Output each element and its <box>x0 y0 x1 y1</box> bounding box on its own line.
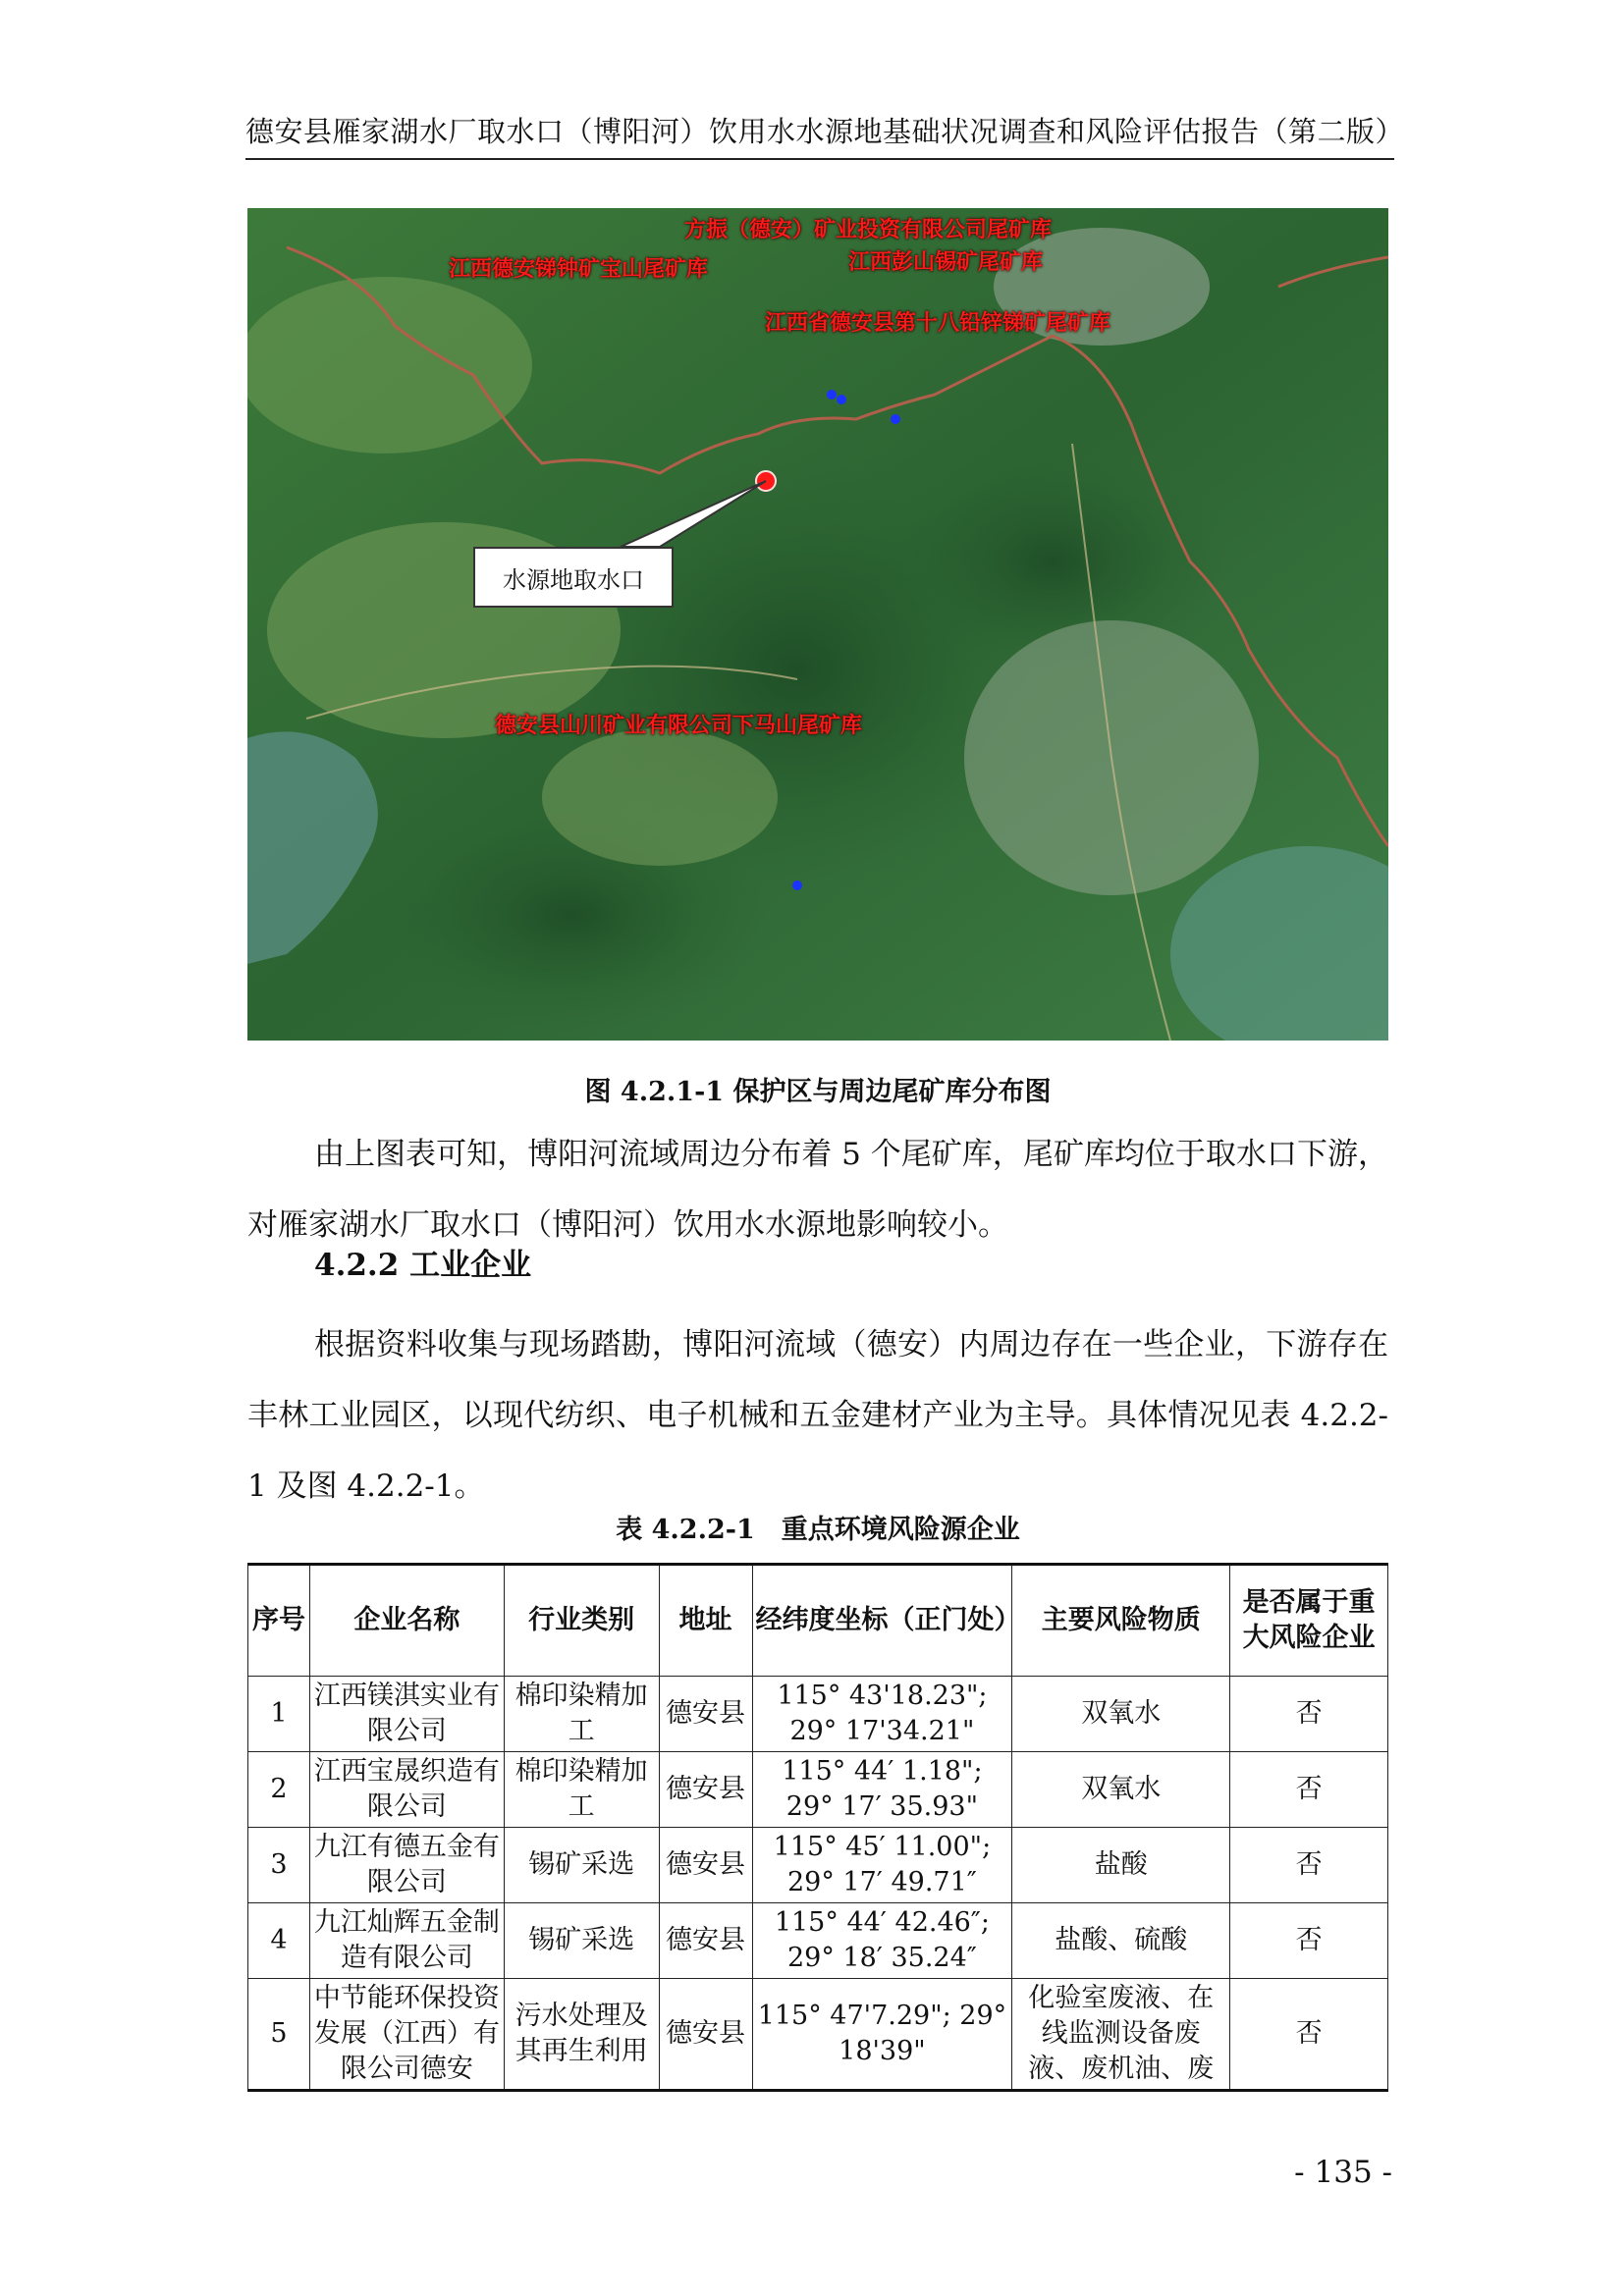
table-cell: 盐酸、硫酸 <box>1012 1903 1230 1979</box>
table-cell: 115° 44′ 1.18"; 29° 17′ 35.93" <box>752 1752 1012 1828</box>
map-label-tailings: 江西德安锑钟矿宝山尾矿库 <box>449 257 709 282</box>
table-cell: 德安县 <box>659 1979 752 2091</box>
table-cell: 污水处理及其再生利用 <box>504 1979 659 2091</box>
table-cell: 锡矿采选 <box>504 1903 659 1979</box>
risk-enterprise-table <box>247 1563 1388 2092</box>
table-cell: 锡矿采选 <box>504 1828 659 1903</box>
table-cell: 德安县 <box>659 1752 752 1828</box>
table-header-cell: 行业类别 <box>504 1565 659 1677</box>
table-cell: 否 <box>1230 1752 1388 1828</box>
table-cell: 否 <box>1230 1903 1388 1979</box>
paragraph: 由上图表可知，博阳河流域周边分布着 5 个尾矿库，尾矿库均位于取水口下游，对雁家湖水厂取水口（博阳河）饮用水水源地影响较小。 <box>247 1137 1388 1243</box>
table-cell: 九江有德五金有限公司 <box>309 1828 504 1903</box>
table-cell: 江西镁淇实业有限公司 <box>309 1677 504 1752</box>
map-label-tailings: 德安县山川矿业有限公司下马山尾矿库 <box>495 714 863 738</box>
table-cell: 中节能环保投资发展（江西）有限公司德安 <box>309 1979 504 2091</box>
water-intake-callout: 水源地取水口 <box>473 547 674 608</box>
table-row <box>248 1677 1388 1752</box>
table-cell: 双氧水 <box>1012 1752 1230 1828</box>
table-cell: 115° 44′ 42.46″; 29° 18′ 35.24″ <box>752 1903 1012 1979</box>
table-cell: 棉印染精加工 <box>504 1752 659 1828</box>
table-header-cell: 地址 <box>659 1565 752 1677</box>
table-cell: 德安县 <box>659 1828 752 1903</box>
table-row <box>248 1828 1388 1903</box>
table-cell: 江西宝晟织造有限公司 <box>309 1752 504 1828</box>
table-cell: 115° 45′ 11.00"; 29° 17′ 49.71″ <box>752 1828 1012 1903</box>
figure-caption: 图 4.2.1-1 保护区与周边尾矿库分布图 <box>584 1077 1052 1107</box>
satellite-map <box>247 208 1388 1041</box>
table-cell: 德安县 <box>659 1677 752 1752</box>
table-cell: 九江灿辉五金制造有限公司 <box>309 1903 504 1979</box>
table-caption: 表 4.2.2-1 重点环境风险源企业 <box>616 1515 1020 1545</box>
table-cell: 3 <box>248 1828 310 1903</box>
table-cell: 化验室废液、在线监测设备废液、废机油、废 <box>1012 1979 1230 2091</box>
map-label-tailings: 江西省德安县第十八铅锌锑矿尾矿库 <box>765 311 1111 336</box>
paragraph: 根据资料收集与现场踏勘，博阳河流域（德安）内周边存在一些企业，下游存在丰林工业园区，以现代纺织、电子机械和五金建材产业为主导。具体情况见表 4.2.2-1 及图 4.2.2-1。 <box>247 1327 1388 1504</box>
table-header-cell: 主要风险物质 <box>1012 1565 1230 1677</box>
table-cell: 115° 43'18.23"; 29° 17'34.21" <box>752 1677 1012 1752</box>
table-cell: 德安县 <box>659 1903 752 1979</box>
table-header-row <box>248 1565 1388 1677</box>
table-cell: 5 <box>248 1979 310 2091</box>
table-cell: 棉印染精加工 <box>504 1677 659 1752</box>
table-cell: 盐酸 <box>1012 1828 1230 1903</box>
table-header-cell: 经纬度坐标（正门处） <box>752 1565 1012 1677</box>
table-cell: 否 <box>1230 1677 1388 1752</box>
table-header-cell: 是否属于重大风险企业 <box>1230 1565 1388 1677</box>
table-cell: 2 <box>248 1752 310 1828</box>
table-cell: 双氧水 <box>1012 1677 1230 1752</box>
page-number: - 135 - <box>1294 2155 1392 2190</box>
table-cell: 1 <box>248 1677 310 1752</box>
table-row <box>248 1979 1388 2091</box>
map-label-tailings: 江西彭山锡矿尾矿库 <box>848 250 1044 275</box>
table-cell: 4 <box>248 1903 310 1979</box>
table-cell: 115° 47'7.29"; 29° 18'39" <box>752 1979 1012 2091</box>
table-row <box>248 1752 1388 1828</box>
section-heading: 4.2.2 工业企业 <box>314 1248 532 1283</box>
table-cell: 否 <box>1230 1979 1388 2091</box>
running-header: 德安县雁家湖水厂取水口（博阳河）饮用水水源地基础状况调查和风险评估报告（第二版） <box>245 110 1394 160</box>
table-row <box>248 1903 1388 1979</box>
table-header-cell: 企业名称 <box>309 1565 504 1677</box>
map-label-tailings: 方振（德安）矿业投资有限公司尾矿库 <box>684 218 1053 242</box>
table-cell: 否 <box>1230 1828 1388 1903</box>
table-header-cell: 序号 <box>248 1565 310 1677</box>
